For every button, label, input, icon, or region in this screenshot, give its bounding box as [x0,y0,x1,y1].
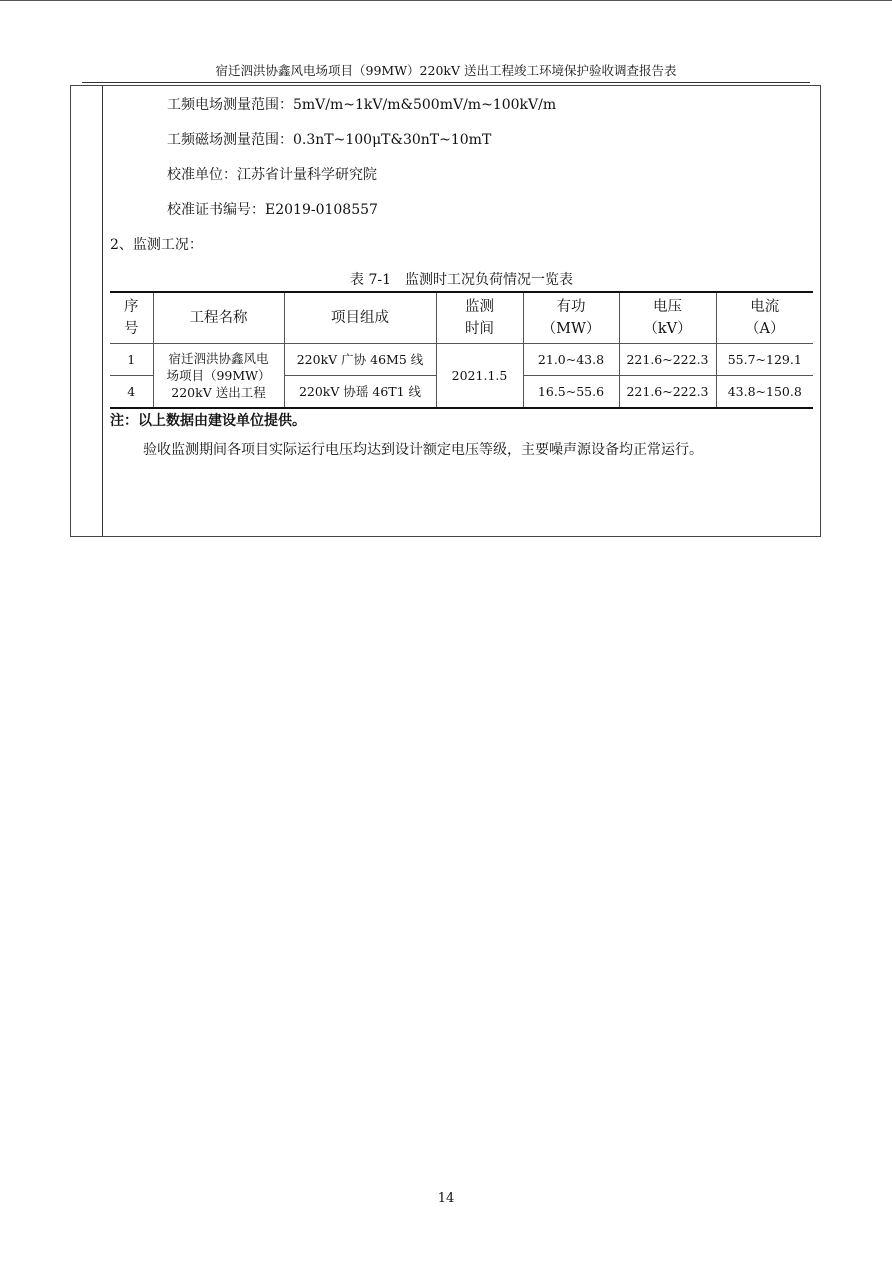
magnetic-field-range: 工频磁场测量范围：0.3nT~100μT&30nT~10mT [167,132,492,148]
row-power: 16.5~55.6 [523,376,619,409]
section-heading: 2、监测工况： [110,237,203,253]
header-component: 项目组成 [284,292,436,344]
row-voltage: 221.6~222.3 [619,376,716,409]
table-header-row [110,292,813,344]
header-current: 电流 （A） [716,292,813,344]
row-component: 220kV 协瑶 46T1 线 [284,376,436,409]
header-divider [82,82,810,83]
row-power: 21.0~43.8 [523,344,619,376]
report-header-title: 宿迁泗洪协鑫风电场项目（99MW）220kV 送出工程竣工环境保护验收调查报告表 [215,63,677,78]
page-number: 14 [437,1191,455,1206]
table-row [110,344,813,376]
electric-field-range: 工频电场测量范围：5mV/m~1kV/m&500mV/m~100kV/m [167,97,557,113]
header-project-name: 工程名称 [153,292,284,344]
row-voltage: 221.6~222.3 [619,344,716,376]
row-current: 43.8~150.8 [716,376,813,409]
row-component: 220kV 广协 46M5 线 [284,344,436,376]
project-name-cell: 宿迁泗洪协鑫风电 场项目（99MW） 220kV 送出工程 [153,344,284,409]
load-conditions-table [110,291,813,409]
header-active-power: 有功 （MW） [523,292,619,344]
row-no: 1 [110,344,153,376]
header-monitor-time: 监测 时间 [436,292,523,344]
header-voltage: 电压 （kV） [619,292,716,344]
monitor-date-cell: 2021.1.5 [436,344,523,409]
form-label-column [71,86,103,536]
calibration-unit: 校准单位：江苏省计量科学研究院 [167,167,377,183]
page-top-border [0,0,892,1]
table-caption: 表 7-1 监测时工况负荷情况一览表 [350,272,573,288]
calibration-certificate: 校准证书编号：E2019-0108557 [167,202,378,218]
header-no: 序 号 [110,292,153,344]
summary-paragraph: 验收监测期间各项目实际运行电压均达到设计额定电压等级，主要噪声源设备均正常运行。 [143,442,703,458]
row-no: 4 [110,376,153,409]
row-current: 55.7~129.1 [716,344,813,376]
table-note: 注：以上数据由建设单位提供。 [110,413,306,429]
